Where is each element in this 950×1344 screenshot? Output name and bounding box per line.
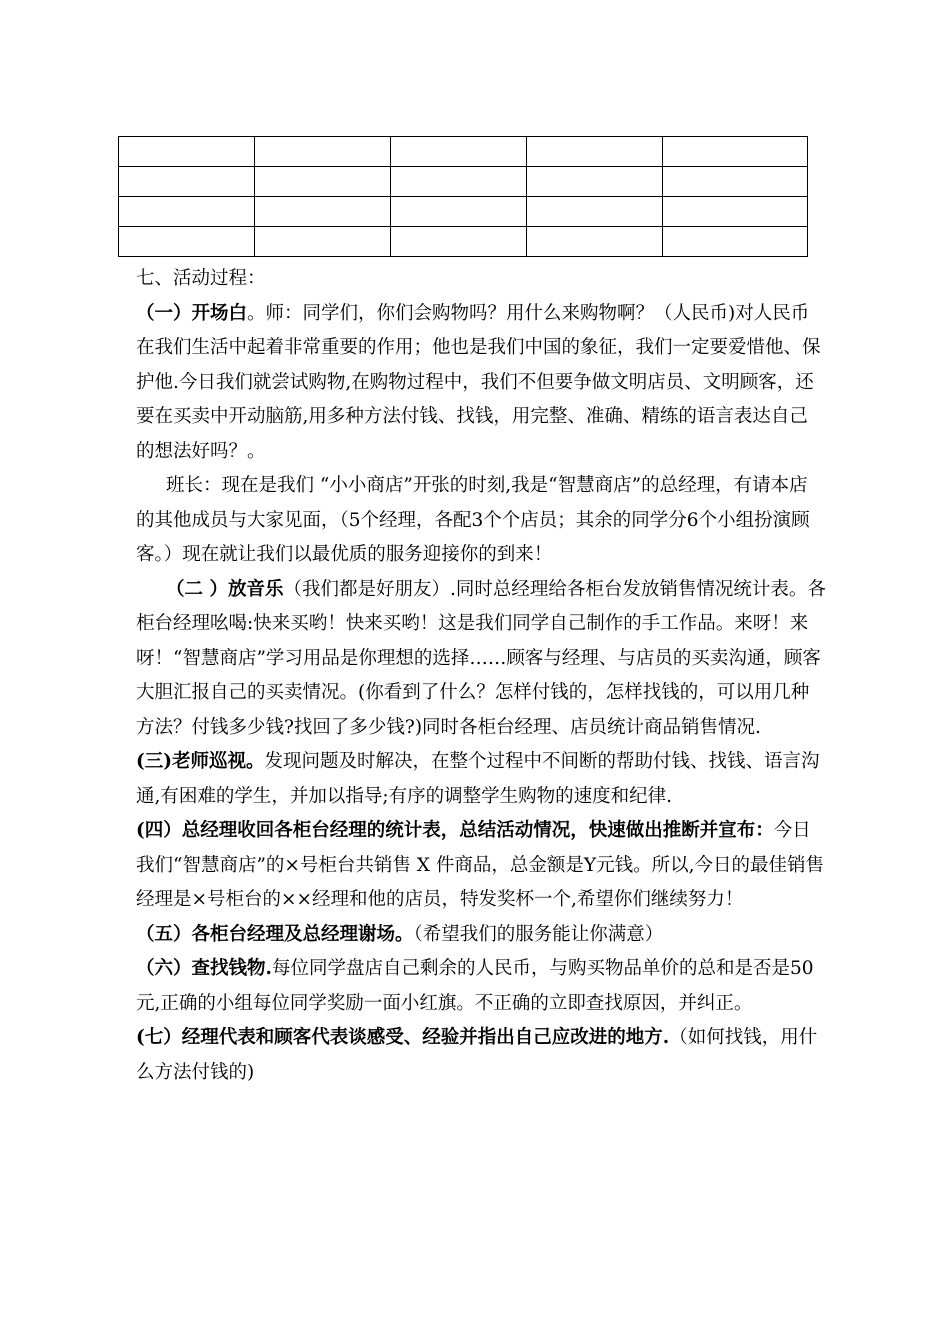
table-cell [119,137,255,167]
table-row [119,167,808,197]
paragraph-text: 发现问题及时解决，在整个过程中不间断的帮助付钱、找钱、语言沟通,有困难的学生，并加以指导;有序的调整学生购物的速度和纪律. [136,751,820,807]
paragraph-teacher-patrol [136,745,826,814]
paragraph-heading: (四）总经理收回各柜台经理的统计表，总结活动情况，快速做出推断并宣布： [136,820,774,841]
paragraph-check-money [136,952,826,1021]
paragraph-heading: （一）开场白 [136,302,248,324]
paragraph-summary [136,814,826,918]
paragraph-heading: （六）查找钱物. [136,958,272,979]
table-cell [255,227,391,257]
paragraph-reflection [136,1021,826,1090]
table-cell [391,167,527,197]
table-cell [391,137,527,167]
paragraph-heading: (七）经理代表和顾客代表谈感受、经验并指出自己应改进的地方. [136,1027,670,1048]
table-row [119,227,808,257]
table-cell [119,227,255,257]
paragraph-heading: （五）各柜台经理及总经理谢场。 [136,923,414,945]
paragraph-heading: （二 ）放音乐 [166,578,284,600]
paragraph-text: 班长：现在是我们 “小小商店”开张的时刻,我是“智慧商店”的总经理，有请本店的其他成员与大家见面，（5个经理，各配3个个店员；其余的同学分6个小组扮演顾客。）现在就让我们以最优质的服务迎接你的到来！ [136,475,810,565]
table-cell [255,197,391,227]
table-cell [391,197,527,227]
table-cell [663,137,808,167]
paragraph-text: 。师：同学们，你们会购物吗？用什么来购物啊？（人民币)对人民币在我们生活中起着非常重要的作用；他也是我们中国的象征，我们一定要爱惜他、保护他.今日我们就尝试购物,在购物过程中，我们不但要争做文明店员、文明顾客，还要在买卖中开动脑筋,用多种方法付钱、找钱，用完整、准确、精练的语言表达自己的想法好吗？。 [136,302,821,462]
table-cell [527,197,663,227]
document-body [136,262,826,1090]
table-cell [391,227,527,257]
table-cell [663,167,808,197]
table-cell [119,197,255,227]
table-cell [527,227,663,257]
paragraph-text: 每位同学盘店自己剩余的人民币，与购买物品单价的总和是否是50元,正确的小组每位同学奖励一面小红旗。不正确的立即查找原因，并纠正。 [136,958,814,1014]
table-cell [663,197,808,227]
table-cell [527,167,663,197]
paragraph-closing [136,918,826,953]
section-title: 七、活动过程： [136,268,266,289]
paragraph-music [136,573,826,746]
paragraph-monitor [136,469,826,573]
paragraph-text: （希望我们的服务能让你满意） [413,923,664,945]
paragraph-opening [136,297,826,470]
table-row [119,197,808,227]
table-cell [255,167,391,197]
blank-table [118,136,808,257]
table-cell [527,137,663,167]
table-cell [255,137,391,167]
paragraph-text: 今日我们“智慧商店”的×号柜台共销售 X 件商品，总金额是Y元钱。所以,今日的最佳销售经理是×号柜台的××经理和他的店员，特发奖杯一个,希望你们继续努力！ [136,820,824,910]
paragraph-text: （我们都是好朋友）.同时总经理给各柜台发放销售情况统计表。各柜台经理吆喝:快来买哟！快来买哟！这是我们同学自己制作的手工作品。来呀！来呀！“智慧商店”学习用品是你理想的选择……顾客与经理、与店员的买卖沟通，顾客大胆汇报自己的买卖情况。(你看到了什么？怎样付钱的，怎样找钱的，可以用几种方法？付钱多少钱?找回了多少钱?)同时各柜台经理、店员统计商品销售情况. [136,578,826,738]
paragraph-heading: (三)老师巡视。 [136,751,265,772]
table-row [119,137,808,167]
table-cell [119,167,255,197]
table-cell [663,227,808,257]
paragraph-text: （如何找钱，用什么方法付钱的) [136,1027,818,1083]
